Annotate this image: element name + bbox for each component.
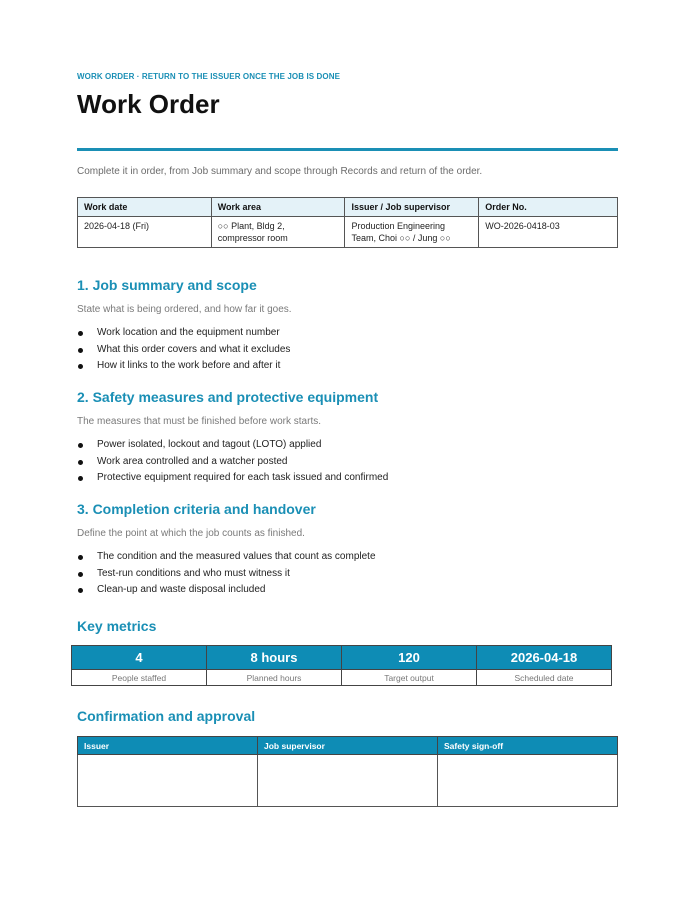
section-1-subtitle: State what is being ordered, and how far it goes.	[77, 304, 292, 315]
cell-line: ○○ Plant, Bldg 2,	[217, 221, 285, 231]
metric-target-output-label: Target output	[342, 670, 477, 686]
cell-work-area	[211, 217, 345, 248]
cell-line: compressor room	[217, 233, 288, 243]
list-item: How it links to the work before and after it	[77, 358, 290, 375]
issuer-signature-cell[interactable]	[78, 755, 258, 807]
list-item: Power isolated, lockout and tagout (LOTO) applied	[77, 437, 388, 454]
approval-table	[77, 736, 618, 807]
order-info-header-row	[78, 198, 618, 217]
cell-order-no	[479, 217, 618, 248]
cell-line: 2026-04-18 (Fri)	[84, 221, 150, 231]
metric-people-staffed-value: 4	[72, 646, 207, 670]
list-item: Work location and the equipment number	[77, 325, 290, 342]
metrics-value-row	[72, 646, 612, 670]
approval-signature-row	[78, 755, 618, 807]
list-item: What this order covers and what it excludes	[77, 342, 290, 359]
metric-planned-hours-label: Planned hours	[207, 670, 342, 686]
cell-line: Team, Choi ○○ / Jung ○○	[351, 233, 451, 243]
section-2-list	[77, 437, 388, 487]
metric-scheduled-date-label: Scheduled date	[477, 670, 612, 686]
key-metrics-table	[71, 645, 612, 686]
safety-signoff-signature-cell[interactable]	[438, 755, 618, 807]
cell-work-date	[78, 217, 212, 248]
job-supervisor-signature-cell[interactable]	[258, 755, 438, 807]
approval-col-safety-signoff: Safety sign-off	[438, 737, 618, 755]
key-metrics-heading: Key metrics	[77, 618, 157, 634]
approval-col-issuer: Issuer	[78, 737, 258, 755]
header-issuer-supervisor: Issuer / Job supervisor	[345, 198, 479, 217]
header-order-no: Order No.	[479, 198, 618, 217]
list-item: The condition and the measured values that count as complete	[77, 549, 376, 566]
page-title: Work Order	[77, 89, 220, 119]
cell-line: WO-2026-0418-03	[485, 221, 560, 231]
metrics-label-row	[72, 670, 612, 686]
header-work-date: Work date	[78, 198, 212, 217]
cell-line: Production Engineering	[351, 221, 446, 231]
header-work-area: Work area	[211, 198, 345, 217]
title-divider	[77, 148, 618, 151]
approval-col-job-supervisor: Job supervisor	[258, 737, 438, 755]
approval-heading: Confirmation and approval	[77, 708, 256, 724]
section-3-list	[77, 549, 376, 599]
section-1-list	[77, 325, 290, 375]
list-item: Test-run conditions and who must witness it	[77, 566, 376, 583]
section-3-heading: 3. Completion criteria and handover	[77, 501, 316, 517]
list-item: Clean-up and waste disposal included	[77, 582, 376, 599]
order-info-row	[78, 217, 618, 248]
intro-text: Complete it in order, from Job summary and scope through Records and return of the order.	[77, 166, 483, 177]
section-1-heading: 1. Job summary and scope	[77, 277, 257, 293]
section-2-heading: 2. Safety measures and protective equipment	[77, 389, 379, 405]
list-item: Protective equipment required for each task issued and confirmed	[77, 470, 388, 487]
metric-people-staffed-label: People staffed	[72, 670, 207, 686]
section-2-subtitle: The measures that must be finished before work starts.	[77, 416, 321, 427]
cell-issuer-supervisor	[345, 217, 479, 248]
approval-header-row	[78, 737, 618, 755]
order-info-table	[77, 197, 618, 248]
section-3-subtitle: Define the point at which the job counts as finished.	[77, 528, 305, 539]
document-kicker: WORK ORDER · RETURN TO THE ISSUER ONCE THE JOB IS DONE	[77, 72, 341, 81]
list-item: Work area controlled and a watcher posted	[77, 454, 388, 471]
metric-planned-hours-value: 8 hours	[207, 646, 342, 670]
metric-target-output-value: 120	[342, 646, 477, 670]
metric-scheduled-date-value: 2026-04-18	[477, 646, 612, 670]
